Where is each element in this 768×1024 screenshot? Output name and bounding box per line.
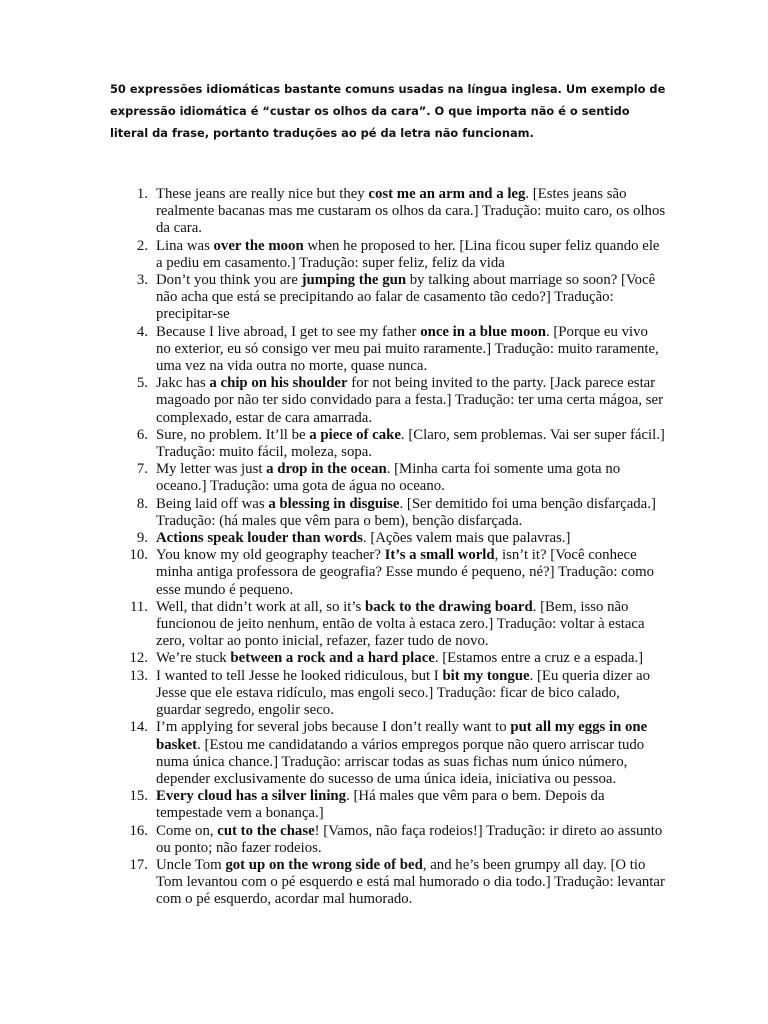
item-number: 9.	[136, 530, 148, 547]
item-number: 6.	[136, 426, 148, 443]
item-text-after: . [Estamos entre a cruz e a espada.]	[434, 650, 644, 667]
item-text-after: . [Estes jeans são realmente bacanas mas me custaram os olhos da cara.] Tradução: muito caro, os olhos da cara.	[156, 186, 666, 237]
item-text-after: . [Há males que vêm para o bem. Depois da tempestade vem a bonança.]	[156, 788, 605, 822]
idiom-phrase: back to the drawing board	[364, 598, 533, 615]
expression-item	[129, 667, 666, 720]
expression-item	[136, 323, 666, 376]
idiom-phrase: bit my tongue	[442, 667, 530, 684]
item-text-after: ! [Vamos, não faça rodeios!] Tradução: ir direto ao assunto ou ponto; não fazer rodeios.	[156, 822, 663, 856]
expression-item	[136, 495, 666, 530]
idiom-phrase: between a rock and a hard place	[230, 650, 435, 667]
item-text-before: I wanted to tell Jesse he looked ridiculous, but I	[156, 667, 443, 684]
item-text-after: . [Ser demitido foi uma benção disfarçada.] Tradução: (há males que vêm para o bem), benção disfarçada.	[156, 495, 656, 529]
intro-paragraph: 50 expressões idiomáticas bastante comuns usadas na língua inglesa. Um exemplo de expressão idiomática é “custar os olhos da cara”. O que importa não é o sentido literal da frase, portanto traduções ao pé da letra não funcionam.	[110, 82, 666, 140]
item-text-after: . [Minha carta foi somente uma gota no oceano.] Tradução: uma gota de água no oceano.	[156, 461, 621, 495]
idiom-phrase: Actions speak louder than words	[156, 530, 363, 547]
item-text-before: These jeans are really nice but they	[156, 186, 369, 202]
item-text-after: , isn’t it? [Você conhece minha antiga professora de geografia? Esse mundo é pequeno, né?] Tradução: como esse mundo é pequeno.	[156, 547, 655, 598]
item-text-before: Uncle Tom	[156, 856, 226, 873]
item-text-after: . [Estou me candidatando a vários empregos porque não quero arriscar tudo numa única chance.] Tradução: arriscar todas as suas fichas num único número, depender exclusivamente do sucesso de uma única ideia, iniciativa ou pessoa.	[156, 736, 645, 787]
item-number: 5.	[136, 375, 148, 392]
expression-item	[129, 719, 666, 788]
idiom-phrase: It’s a small world	[384, 547, 495, 564]
expression-item	[136, 461, 666, 495]
idiom-phrase: Every cloud has a silver lining	[156, 788, 347, 805]
item-number: 13.	[129, 667, 148, 684]
idiom-phrase: over the moon	[213, 237, 304, 254]
item-text-before: Being laid off was	[156, 495, 269, 512]
item-text-after: by talking about marriage so soon? [Você não acha que está se precipitando ao falar de casamento tão cedo?] Tradução: precipitar-se	[156, 272, 656, 323]
item-number: 10.	[129, 547, 148, 564]
item-text-before: We’re stuck	[156, 650, 231, 667]
item-number: 4.	[136, 323, 148, 340]
expression-item	[136, 186, 666, 238]
item-number: 17.	[129, 856, 148, 873]
idiom-phrase: cut to the chase	[217, 822, 315, 839]
item-text-before: Sure, no problem. It’ll be	[156, 426, 310, 443]
idiom-phrase: a chip on his shoulder	[209, 375, 348, 392]
item-text-after: when he proposed to her. [Lina ficou super feliz quando ele a pediu em casamento.] Tradução: super feliz, feliz da vida	[156, 237, 660, 271]
expression-item	[136, 237, 666, 272]
item-text-before: Don’t you think you are	[156, 272, 302, 289]
expression-item	[129, 822, 666, 857]
item-number: 12.	[129, 650, 148, 667]
item-text-after: . [Bem, isso não funcionou de jeito nenhum, então de volta à estaca zero.] Tradução: voltar à estaca zero, voltar ao ponto inicial, refazer, fazer tudo de novo.	[156, 598, 645, 650]
item-number: 2.	[136, 237, 148, 254]
idiom-phrase: a piece of cake	[309, 426, 401, 443]
item-text-after: . [Ações valem mais que palavras.]	[362, 530, 571, 547]
item-text-after: , and he’s been grumpy all day. [O tio Tom levantou com o pé esquerdo e está mal humorado o dia todo.] Tradução: levantar com o pé esquerdo, acordar mal humorado.	[156, 856, 665, 908]
expression-item	[136, 426, 666, 461]
expression-item	[136, 375, 666, 427]
item-number: 8.	[136, 495, 148, 512]
item-number: 14.	[129, 719, 148, 736]
idiom-phrase: a blessing in disguise	[268, 495, 400, 512]
item-text-before: Jakc has	[156, 375, 210, 392]
expression-item	[136, 530, 666, 547]
item-number: 7.	[136, 461, 148, 478]
item-text-before: You know my old geography teacher?	[156, 547, 385, 564]
idiom-phrase: got up on the wrong side of bed	[225, 856, 423, 873]
expression-item	[130, 598, 666, 651]
item-text-after: . [Claro, sem problemas. Vai ser super fácil.] Tradução: muito fácil, moleza, sopa.	[156, 426, 665, 461]
item-number: 11.	[130, 598, 148, 615]
item-text-before: Well, that didn’t work at all, so it’s	[156, 598, 365, 615]
idiom-phrase: once in a blue moon	[420, 323, 546, 340]
idiom-phrase: a drop in the ocean	[266, 461, 387, 478]
expression-list	[129, 186, 666, 909]
expression-item	[136, 272, 666, 324]
item-text-before: Come on,	[156, 822, 218, 839]
item-number: 15.	[129, 788, 148, 805]
item-text-before: Lina was	[156, 237, 214, 254]
expression-item	[129, 788, 666, 822]
expression-item	[129, 547, 666, 599]
idiom-phrase: jumping the gun	[301, 272, 407, 289]
item-text-before: I’m applying for several jobs because I don’t really want to	[156, 719, 511, 736]
item-text-after: . [Eu queria dizer ao Jesse que ele estava ridículo, mas engoli seco.] Tradução: ficar de bico calado, guardar segredo, engolir seco.	[156, 667, 650, 719]
idiom-phrase: cost me an arm and a leg	[368, 186, 526, 202]
item-text-after: . [Porque eu vivo no exterior, eu só consigo ver meu pai muito raramente.] Tradução: muito raramente, uma vez na vida outra no morte, quase nunca.	[156, 323, 659, 375]
expression-item	[129, 650, 666, 667]
item-text-after: for not being invited to the party. [Jack parece estar magoado por não ter sido convidado para a festa.] Tradução: ter uma certa mágoa, ser complexado, estar de cara amarrada.	[156, 375, 664, 426]
idiom-phrase: put all my eggs in one basket	[156, 719, 648, 753]
item-number: 3.	[136, 272, 148, 289]
item-number: 1.	[136, 186, 148, 202]
item-text-before: Because I live abroad, I get to see my father	[156, 323, 421, 340]
item-text-before: My letter was just	[156, 461, 267, 478]
item-number: 16.	[129, 822, 148, 839]
expression-item	[129, 856, 666, 909]
